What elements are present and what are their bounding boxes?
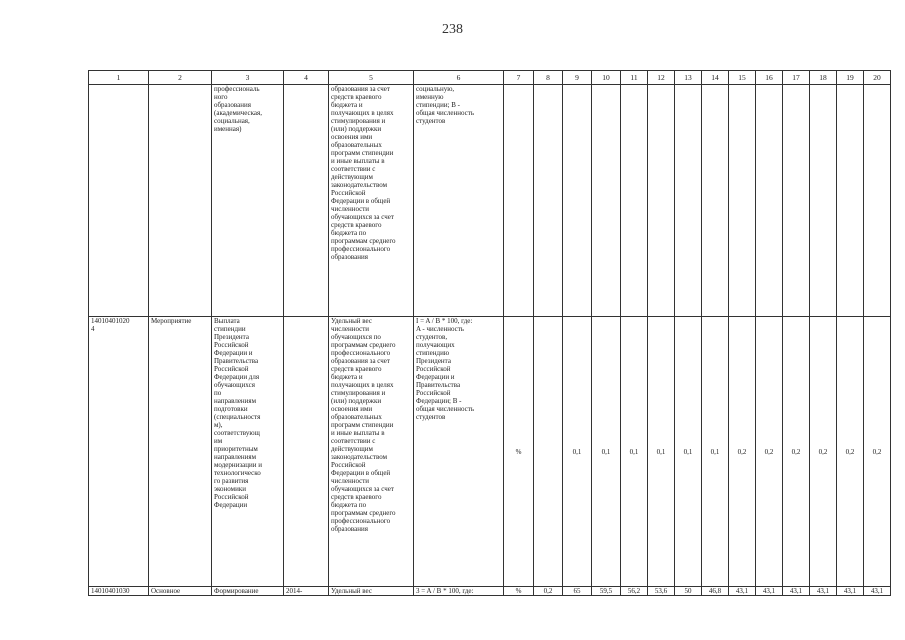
column-number-16: 16 (756, 71, 783, 85)
value-cell: 59,5 (592, 587, 621, 596)
period-cell (284, 85, 329, 317)
value-cell (756, 85, 783, 317)
value-cell: 56,2 (621, 587, 648, 596)
column-number-15: 15 (729, 71, 756, 85)
value-cell: 0,2 (783, 317, 810, 587)
column-number-1: 1 (89, 71, 149, 85)
value-cell (810, 85, 837, 317)
value-cell: 53,6 (648, 587, 675, 596)
type-cell: Основное (149, 587, 212, 596)
indicator-table (88, 70, 891, 596)
column-number-3: 3 (212, 71, 284, 85)
column-number-7: 7 (504, 71, 534, 85)
value-cell: 0,2 (837, 317, 864, 587)
column-number-14: 14 (702, 71, 729, 85)
period-cell: 2014- (284, 587, 329, 596)
code-cell: 14010401020 4 (89, 317, 149, 587)
column-number-2: 2 (149, 71, 212, 85)
value-cell: 0,2 (756, 317, 783, 587)
value-cell (592, 85, 621, 317)
formula-cell: I = A / B * 100, где: A - численность студентов, получающих стипендию Президента Российской Федерации и Правительства Российской Федерации; В - общая численность студентов (414, 317, 504, 587)
unit-cell: % (504, 317, 534, 587)
value-cell: 0,2 (864, 317, 891, 587)
value-cell: 65 (563, 587, 592, 596)
value-cell: 46,8 (702, 587, 729, 596)
value-cell (648, 85, 675, 317)
formula-cell: социальную, именную стипендии; В - общая численность студентов (414, 85, 504, 317)
value-cell: 43,1 (756, 587, 783, 596)
value-cell: 43,1 (810, 587, 837, 596)
value-cell (783, 85, 810, 317)
value-cell (864, 85, 891, 317)
value-cell: 0,2 (534, 587, 563, 596)
code-cell: 14010401030 (89, 587, 149, 596)
code-cell (89, 85, 149, 317)
value-cell (563, 85, 592, 317)
column-number-5: 5 (329, 71, 414, 85)
column-number-19: 19 (837, 71, 864, 85)
name-cell: профессиональ ного образования (академическая, социальная, именная) (212, 85, 284, 317)
value-cell: 0,2 (810, 317, 837, 587)
value-cell: 43,1 (783, 587, 810, 596)
indicator-cell: Удельный вес (329, 587, 414, 596)
value-cell: 0,1 (648, 317, 675, 587)
value-cell (837, 85, 864, 317)
column-number-11: 11 (621, 71, 648, 85)
period-cell (284, 317, 329, 587)
table-row (89, 85, 891, 317)
value-cell (675, 85, 702, 317)
indicator-cell: Удельный вес численности обучающихся по программам среднего профессионального образования за счет средств краевого бюджета и получающих в целях стимулирования и (или) поддержки освоения ими образовательных программ стипендии и иные выплаты в соответствии с действующим законодательством Российской Федерации в общей численности обучающихся за счет средств краевого бюджета по программам среднего профессионального образования (329, 317, 414, 587)
value-cell: 43,1 (729, 587, 756, 596)
value-cell: 0,2 (729, 317, 756, 587)
value-cell (702, 85, 729, 317)
column-number-17: 17 (783, 71, 810, 85)
column-number-13: 13 (675, 71, 702, 85)
type-cell: Мероприятие (149, 317, 212, 587)
table-row (89, 317, 891, 587)
value-cell: 43,1 (864, 587, 891, 596)
name-cell: Формирование (212, 587, 284, 596)
value-cell (504, 85, 534, 317)
column-number-12: 12 (648, 71, 675, 85)
column-number-6: 6 (414, 71, 504, 85)
formula-cell: 3 = A / B * 100, где: (414, 587, 504, 596)
column-number-10: 10 (592, 71, 621, 85)
value-cell (621, 85, 648, 317)
value-cell: 0,1 (592, 317, 621, 587)
page-number: 238 (442, 22, 463, 37)
value-cell: 0,1 (563, 317, 592, 587)
type-cell (149, 85, 212, 317)
value-cell: 50 (675, 587, 702, 596)
column-number-4: 4 (284, 71, 329, 85)
column-number-9: 9 (563, 71, 592, 85)
value-cell (729, 85, 756, 317)
header-row (89, 71, 891, 85)
value-cell: 0,1 (621, 317, 648, 587)
name-cell: Выплата стипендии Президента Российской Федерации и Правительства Российской Федерации для обучающихся по направлениям подготовки (специальностя м), соответствующ им приоритетным направлениям модернизации и технологическо го развития экономики Российской Федерации (212, 317, 284, 587)
table-row (89, 587, 891, 596)
column-number-8: 8 (534, 71, 563, 85)
column-number-20: 20 (864, 71, 891, 85)
value-cell: 0,1 (675, 317, 702, 587)
value-cell (534, 317, 563, 587)
column-number-18: 18 (810, 71, 837, 85)
value-cell: 0,1 (702, 317, 729, 587)
value-cell (534, 85, 563, 317)
unit-cell: % (504, 587, 534, 596)
indicator-cell: образования за счет средств краевого бюджета и получающих в целях стимулирования и (или) поддержки освоения ими образовательных программ стипендии и иные выплаты в соответствии с действующим законодательством Российской Федерации в общей численности обучающихся за счет средств краевого бюджета по программам среднего профессионального образования (329, 85, 414, 317)
value-cell: 43,1 (837, 587, 864, 596)
